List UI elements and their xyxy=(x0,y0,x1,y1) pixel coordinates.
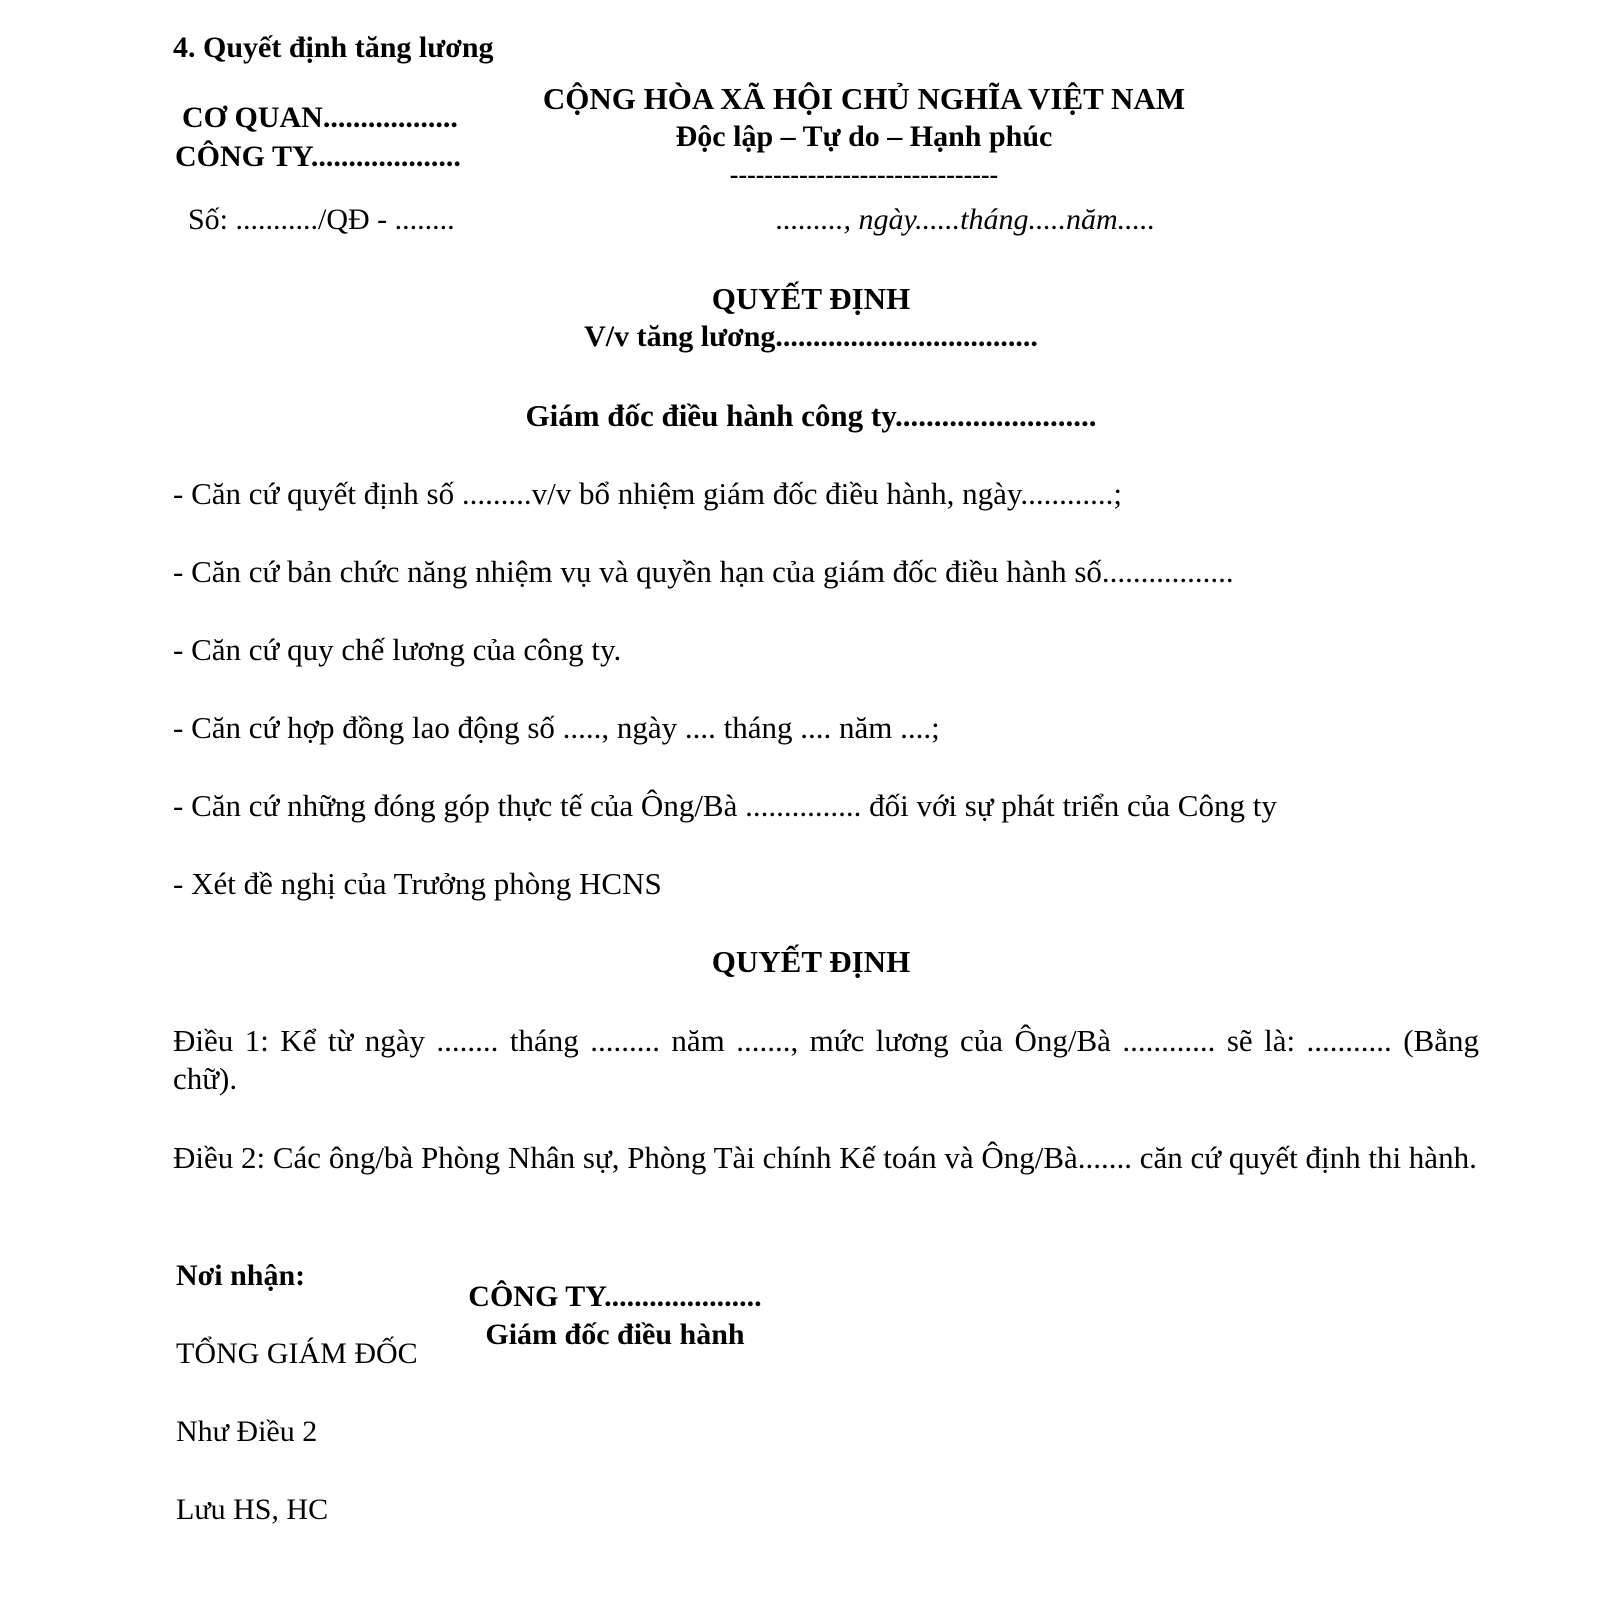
motto: Độc lập – Tự do – Hạnh phúc xyxy=(675,120,1053,153)
org-line-2: CÔNG TY.................... xyxy=(175,140,461,173)
basis-line-4: - Căn cứ hợp đồng lao động số ....., ngày .... tháng .... năm ....; xyxy=(173,710,940,745)
signature-company: CÔNG TY..................... xyxy=(468,1280,762,1313)
article-2: Điều 2: Các ông/bà Phòng Nhân sự, Phòng Tài chính Kế toán và Ông/Bà....... căn cứ quyết định thi hành. xyxy=(173,1140,1477,1175)
recipient-item: TỔNG GIÁM ĐỐC xyxy=(176,1337,418,1370)
recipient-item: Như Điều 2 xyxy=(176,1415,318,1448)
basis-line-5: - Căn cứ những đóng góp thực tế của Ông/Bà ............... đối với sự phát triển của Công ty xyxy=(173,788,1277,823)
org-line-1: CƠ QUAN.................. xyxy=(182,101,458,134)
signature-position: Giám đốc điều hành xyxy=(485,1318,745,1351)
basis-line-2: - Căn cứ bản chức năng nhiệm vụ và quyền hạn của giám đốc điều hành số................. xyxy=(173,554,1234,589)
basis-line-1: - Căn cứ quyết định số .........v/v bổ nhiệm giám đốc điều hành, ngày............; xyxy=(173,476,1122,511)
document-title: QUYẾT ĐỊNH xyxy=(711,281,911,316)
header-separator: ------------------------------- xyxy=(729,160,999,189)
section-title: 4. Quyết định tăng lương xyxy=(173,31,494,64)
date-line: ........., ngày......tháng.....năm..... xyxy=(776,203,1156,236)
decision-title: QUYẾT ĐỊNH xyxy=(711,944,911,979)
basis-line-3: - Căn cứ quy chế lương của công ty. xyxy=(173,632,622,667)
issuing-authority: Giám đốc điều hành công ty.......................... xyxy=(525,398,1097,433)
document-number: Số: .........../QĐ - ........ xyxy=(188,203,455,236)
basis-line-6: - Xét đề nghị của Trưởng phòng HCNS xyxy=(173,866,662,901)
document-subtitle: V/v tăng lương................................... xyxy=(584,320,1038,353)
recipients-label: Nơi nhận: xyxy=(176,1259,306,1292)
article-1: Điều 1: Kể từ ngày ........ tháng ......... năm ......., mức lương của Ông/Bà ............ sẽ là: ........... (Bằng chữ). xyxy=(173,1023,1479,1096)
recipient-item: Lưu HS, HC xyxy=(176,1493,329,1526)
country-name: CỘNG HÒA XÃ HỘI CHỦ NGHĨA VIỆT NAM xyxy=(542,81,1186,116)
